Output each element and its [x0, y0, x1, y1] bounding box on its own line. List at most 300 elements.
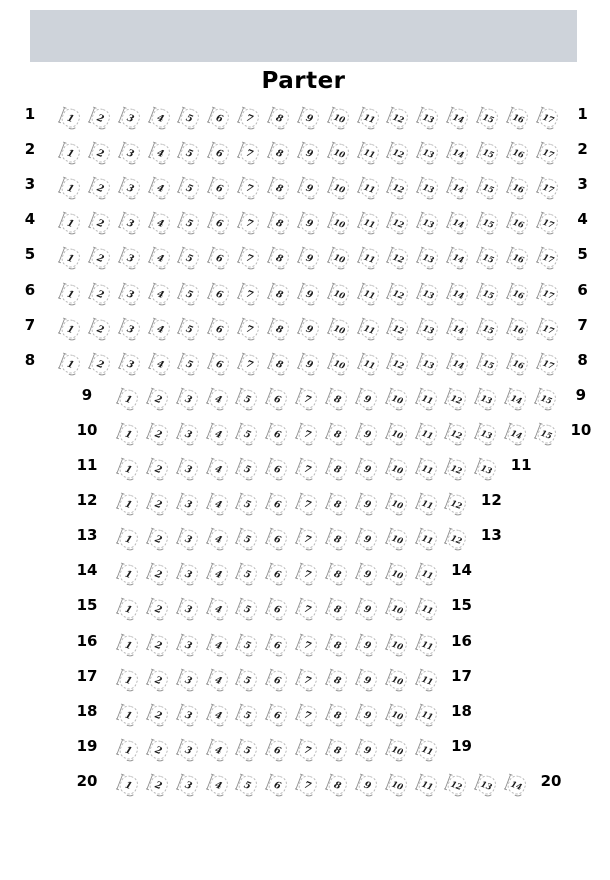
seat-6-16[interactable]	[506, 282, 530, 306]
seat-8-16[interactable]	[506, 352, 530, 376]
seat-16-7[interactable]	[295, 633, 319, 657]
seat-10-13[interactable]	[474, 422, 498, 446]
seat-18-9[interactable]	[355, 703, 379, 727]
seat-8-9[interactable]	[297, 352, 321, 376]
seat-5-3[interactable]	[118, 246, 142, 270]
seat-5-14[interactable]	[446, 246, 470, 270]
seat-15-2[interactable]	[146, 597, 170, 621]
seat-5-8[interactable]	[267, 246, 291, 270]
seat-5-2[interactable]	[88, 246, 112, 270]
seat-2-13[interactable]	[416, 141, 440, 165]
seat-17-10[interactable]	[385, 668, 409, 692]
seat-8-7[interactable]	[237, 352, 261, 376]
seat-1-5[interactable]	[177, 106, 201, 130]
seat-4-14[interactable]	[446, 211, 470, 235]
seat-10-7[interactable]	[295, 422, 319, 446]
seat-1-7[interactable]	[237, 106, 261, 130]
seat-1-9[interactable]	[297, 106, 321, 130]
seat-16-3[interactable]	[176, 633, 200, 657]
seat-2-17[interactable]	[536, 141, 560, 165]
seat-2-14[interactable]	[446, 141, 470, 165]
seat-2-11[interactable]	[357, 141, 381, 165]
seat-15-11[interactable]	[415, 597, 439, 621]
seat-2-10[interactable]	[327, 141, 351, 165]
seat-3-7[interactable]	[237, 176, 261, 200]
seat-9-7[interactable]	[295, 387, 319, 411]
seat-14-1[interactable]	[116, 562, 140, 586]
seat-8-1[interactable]	[58, 352, 82, 376]
seat-20-6[interactable]	[265, 773, 289, 797]
seat-4-15[interactable]	[476, 211, 500, 235]
seat-20-3[interactable]	[176, 773, 200, 797]
seat-7-16[interactable]	[506, 317, 530, 341]
seat-2-16[interactable]	[506, 141, 530, 165]
seat-2-5[interactable]	[177, 141, 201, 165]
seat-10-12[interactable]	[444, 422, 468, 446]
seat-11-13[interactable]	[474, 457, 498, 481]
seat-2-4[interactable]	[148, 141, 172, 165]
seat-13-4[interactable]	[206, 527, 230, 551]
seat-9-1[interactable]	[116, 387, 140, 411]
seat-2-2[interactable]	[88, 141, 112, 165]
seat-6-1[interactable]	[58, 282, 82, 306]
seat-12-5[interactable]	[235, 492, 259, 516]
seat-12-2[interactable]	[146, 492, 170, 516]
seat-16-6[interactable]	[265, 633, 289, 657]
seat-7-1[interactable]	[58, 317, 82, 341]
seat-20-9[interactable]	[355, 773, 379, 797]
seat-6-8[interactable]	[267, 282, 291, 306]
seat-9-10[interactable]	[385, 387, 409, 411]
seat-8-8[interactable]	[267, 352, 291, 376]
seat-6-4[interactable]	[148, 282, 172, 306]
seat-14-6[interactable]	[265, 562, 289, 586]
seat-12-1[interactable]	[116, 492, 140, 516]
seat-16-11[interactable]	[415, 633, 439, 657]
seat-18-10[interactable]	[385, 703, 409, 727]
seat-6-15[interactable]	[476, 282, 500, 306]
seat-9-12[interactable]	[444, 387, 468, 411]
seat-8-17[interactable]	[536, 352, 560, 376]
seat-13-3[interactable]	[176, 527, 200, 551]
seat-4-10[interactable]	[327, 211, 351, 235]
seat-9-6[interactable]	[265, 387, 289, 411]
seat-8-3[interactable]	[118, 352, 142, 376]
seat-19-1[interactable]	[116, 738, 140, 762]
seat-18-4[interactable]	[206, 703, 230, 727]
seat-14-11[interactable]	[415, 562, 439, 586]
row-number-left: 19	[76, 736, 98, 755]
seat-12-7[interactable]	[295, 492, 319, 516]
seat-5-1[interactable]	[58, 246, 82, 270]
seat-6-9[interactable]	[297, 282, 321, 306]
seat-18-6[interactable]	[265, 703, 289, 727]
seat-4-3[interactable]	[118, 211, 142, 235]
seat-8-5[interactable]	[177, 352, 201, 376]
seat-1-16[interactable]	[506, 106, 530, 130]
seat-10-6[interactable]	[265, 422, 289, 446]
seat-4-12[interactable]	[386, 211, 410, 235]
seat-2-15[interactable]	[476, 141, 500, 165]
seat-20-1[interactable]	[116, 773, 140, 797]
seat-12-10[interactable]	[385, 492, 409, 516]
seat-17-2[interactable]	[146, 668, 170, 692]
seat-10-5[interactable]	[235, 422, 259, 446]
seat-8-4[interactable]	[148, 352, 172, 376]
seat-16-8[interactable]	[325, 633, 349, 657]
seat-19-9[interactable]	[355, 738, 379, 762]
seat-7-10[interactable]	[327, 317, 351, 341]
seat-6-17[interactable]	[536, 282, 560, 306]
seat-6-13[interactable]	[416, 282, 440, 306]
seat-18-11[interactable]	[415, 703, 439, 727]
seat-13-2[interactable]	[146, 527, 170, 551]
seat-4-1[interactable]	[58, 211, 82, 235]
seat-8-15[interactable]	[476, 352, 500, 376]
seat-16-9[interactable]	[355, 633, 379, 657]
seat-17-9[interactable]	[355, 668, 379, 692]
seat-17-5[interactable]	[235, 668, 259, 692]
seat-15-7[interactable]	[295, 597, 319, 621]
seat-11-2[interactable]	[146, 457, 170, 481]
seat-5-5[interactable]	[177, 246, 201, 270]
seat-10-4[interactable]	[206, 422, 230, 446]
seat-2-3[interactable]	[118, 141, 142, 165]
seat-2-9[interactable]	[297, 141, 321, 165]
seat-4-5[interactable]	[177, 211, 201, 235]
seat-10-11[interactable]	[415, 422, 439, 446]
seat-13-1[interactable]	[116, 527, 140, 551]
seat-number: 6	[214, 182, 225, 196]
seat-3-15[interactable]	[476, 176, 500, 200]
seat-1-15[interactable]	[476, 106, 500, 130]
seat-17-3[interactable]	[176, 668, 200, 692]
seat-18-1[interactable]	[116, 703, 140, 727]
seat-11-3[interactable]	[176, 457, 200, 481]
seat-3-16[interactable]	[506, 176, 530, 200]
seat-17-8[interactable]	[325, 668, 349, 692]
seat-14-2[interactable]	[146, 562, 170, 586]
seat-13-5[interactable]	[235, 527, 259, 551]
seat-3-8[interactable]	[267, 176, 291, 200]
seat-15-5[interactable]	[235, 597, 259, 621]
seat-3-10[interactable]	[327, 176, 351, 200]
seat-5-16[interactable]	[506, 246, 530, 270]
seat-7-14[interactable]	[446, 317, 470, 341]
seat-2-1[interactable]	[58, 141, 82, 165]
seat-19-6[interactable]	[265, 738, 289, 762]
seat-5-11[interactable]	[357, 246, 381, 270]
seat-9-14[interactable]	[504, 387, 528, 411]
seat-11-11[interactable]	[415, 457, 439, 481]
seat-11-10[interactable]	[385, 457, 409, 481]
seat-4-13[interactable]	[416, 211, 440, 235]
seat-11-5[interactable]	[235, 457, 259, 481]
seat-11-7[interactable]	[295, 457, 319, 481]
seat-16-2[interactable]	[146, 633, 170, 657]
seat-1-3[interactable]	[118, 106, 142, 130]
seat-12-12[interactable]	[444, 492, 468, 516]
seat-12-11[interactable]	[415, 492, 439, 516]
seat-7-11[interactable]	[357, 317, 381, 341]
seat-1-6[interactable]	[207, 106, 231, 130]
seat-19-3[interactable]	[176, 738, 200, 762]
seat-8-13[interactable]	[416, 352, 440, 376]
seat-7-2[interactable]	[88, 317, 112, 341]
seat-number: 6	[214, 288, 225, 301]
seat-7-13[interactable]	[416, 317, 440, 341]
seat-5-13[interactable]	[416, 246, 440, 270]
seat-19-10[interactable]	[385, 738, 409, 762]
seat-9-9[interactable]	[355, 387, 379, 411]
seat-5-7[interactable]	[237, 246, 261, 270]
seat-14-4[interactable]	[206, 562, 230, 586]
seat-8-12[interactable]	[386, 352, 410, 376]
seat-4-16[interactable]	[506, 211, 530, 235]
seat-15-4[interactable]	[206, 597, 230, 621]
seat-1-8[interactable]	[267, 106, 291, 130]
seat-14-8[interactable]	[325, 562, 349, 586]
seat-8-2[interactable]	[88, 352, 112, 376]
seat-17-6[interactable]	[265, 668, 289, 692]
seat-10-8[interactable]	[325, 422, 349, 446]
seat-2-6[interactable]	[207, 141, 231, 165]
seat-number: 11	[419, 603, 435, 617]
seat-3-11[interactable]	[357, 176, 381, 200]
seat-13-12[interactable]	[444, 527, 468, 551]
seat-19-8[interactable]	[325, 738, 349, 762]
seat-3-12[interactable]	[386, 176, 410, 200]
seat-6-2[interactable]	[88, 282, 112, 306]
seat-9-15[interactable]	[534, 387, 558, 411]
seat-2-7[interactable]	[237, 141, 261, 165]
seat-11-9[interactable]	[355, 457, 379, 481]
seat-1-1[interactable]	[58, 106, 82, 130]
seat-number: 11	[361, 216, 377, 231]
seat-19-4[interactable]	[206, 738, 230, 762]
seat-1-12[interactable]	[386, 106, 410, 130]
seat-number: 6	[272, 674, 283, 687]
seat-6-11[interactable]	[357, 282, 381, 306]
seat-5-9[interactable]	[297, 246, 321, 270]
seat-20-11[interactable]	[415, 773, 439, 797]
seat-10-2[interactable]	[146, 422, 170, 446]
seat-14-5[interactable]	[235, 562, 259, 586]
seat-6-5[interactable]	[177, 282, 201, 306]
seat-9-2[interactable]	[146, 387, 170, 411]
seat-8-6[interactable]	[207, 352, 231, 376]
seat-14-7[interactable]	[295, 562, 319, 586]
seat-4-9[interactable]	[297, 211, 321, 235]
seat-1-2[interactable]	[88, 106, 112, 130]
seat-1-10[interactable]	[327, 106, 351, 130]
seat-7-9[interactable]	[297, 317, 321, 341]
seat-10-15[interactable]	[534, 422, 558, 446]
seat-20-14[interactable]	[504, 773, 528, 797]
seat-6-3[interactable]	[118, 282, 142, 306]
seat-13-7[interactable]	[295, 527, 319, 551]
seat-7-4[interactable]	[148, 317, 172, 341]
seat-11-12[interactable]	[444, 457, 468, 481]
seat-19-2[interactable]	[146, 738, 170, 762]
seat-18-7[interactable]	[295, 703, 319, 727]
seat-3-3[interactable]	[118, 176, 142, 200]
seat-7-17[interactable]	[536, 317, 560, 341]
seat-15-6[interactable]	[265, 597, 289, 621]
seat-6-6[interactable]	[207, 282, 231, 306]
seat-13-6[interactable]	[265, 527, 289, 551]
row-number-right: 16	[451, 631, 472, 650]
seat-3-1[interactable]	[58, 176, 82, 200]
seat-9-11[interactable]	[415, 387, 439, 411]
seat-11-6[interactable]	[265, 457, 289, 481]
seat-10-14[interactable]	[504, 422, 528, 446]
seat-6-10[interactable]	[327, 282, 351, 306]
seat-20-2[interactable]	[146, 773, 170, 797]
seat-4-11[interactable]	[357, 211, 381, 235]
seat-20-5[interactable]	[235, 773, 259, 797]
seat-13-10[interactable]	[385, 527, 409, 551]
seat-15-9[interactable]	[355, 597, 379, 621]
seat-9-4[interactable]	[206, 387, 230, 411]
seat-3-13[interactable]	[416, 176, 440, 200]
seat-15-3[interactable]	[176, 597, 200, 621]
seat-11-4[interactable]	[206, 457, 230, 481]
seat-15-8[interactable]	[325, 597, 349, 621]
seat-1-4[interactable]	[148, 106, 172, 130]
seat-5-6[interactable]	[207, 246, 231, 270]
seat-2-12[interactable]	[386, 141, 410, 165]
seat-10-1[interactable]	[116, 422, 140, 446]
seat-10-3[interactable]	[176, 422, 200, 446]
seat-18-8[interactable]	[325, 703, 349, 727]
seat-9-13[interactable]	[474, 387, 498, 411]
seat-2-8[interactable]	[267, 141, 291, 165]
seat-13-11[interactable]	[415, 527, 439, 551]
seat-17-4[interactable]	[206, 668, 230, 692]
seat-12-4[interactable]	[206, 492, 230, 516]
seat-6-7[interactable]	[237, 282, 261, 306]
seat-number: 2	[153, 744, 164, 757]
seat-11-1[interactable]	[116, 457, 140, 481]
seat-3-9[interactable]	[297, 176, 321, 200]
seat-16-4[interactable]	[206, 633, 230, 657]
seat-number: 9	[304, 147, 315, 161]
seat-17-11[interactable]	[415, 668, 439, 692]
seat-13-9[interactable]	[355, 527, 379, 551]
seat-16-5[interactable]	[235, 633, 259, 657]
seat-1-17[interactable]	[536, 106, 560, 130]
seat-number: 10	[332, 252, 347, 266]
seat-14-3[interactable]	[176, 562, 200, 586]
seat-number: 1	[65, 112, 76, 126]
seat-3-2[interactable]	[88, 176, 112, 200]
seat-7-3[interactable]	[118, 317, 142, 341]
seat-5-15[interactable]	[476, 246, 500, 270]
seat-19-5[interactable]	[235, 738, 259, 762]
seat-3-14[interactable]	[446, 176, 470, 200]
seat-8-10[interactable]	[327, 352, 351, 376]
seat-20-8[interactable]	[325, 773, 349, 797]
seat-18-2[interactable]	[146, 703, 170, 727]
seat-7-6[interactable]	[207, 317, 231, 341]
seat-number: 1	[65, 252, 76, 266]
seat-number: 17	[540, 252, 556, 266]
seat-7-8[interactable]	[267, 317, 291, 341]
seat-14-9[interactable]	[355, 562, 379, 586]
seat-number: 7	[244, 147, 255, 161]
seat-19-11[interactable]	[415, 738, 439, 762]
seat-15-1[interactable]	[116, 597, 140, 621]
seat-18-3[interactable]	[176, 703, 200, 727]
seat-16-10[interactable]	[385, 633, 409, 657]
seat-19-7[interactable]	[295, 738, 319, 762]
seat-4-7[interactable]	[237, 211, 261, 235]
seat-3-5[interactable]	[177, 176, 201, 200]
seat-13-8[interactable]	[325, 527, 349, 551]
seat-9-3[interactable]	[176, 387, 200, 411]
seat-10-10[interactable]	[385, 422, 409, 446]
seat-20-7[interactable]	[295, 773, 319, 797]
seat-9-8[interactable]	[325, 387, 349, 411]
seat-14-10[interactable]	[385, 562, 409, 586]
seat-16-1[interactable]	[116, 633, 140, 657]
seat-1-11[interactable]	[357, 106, 381, 130]
seat-3-4[interactable]	[148, 176, 172, 200]
seat-7-7[interactable]	[237, 317, 261, 341]
seat-7-12[interactable]	[386, 317, 410, 341]
seat-4-6[interactable]	[207, 211, 231, 235]
seat-6-12[interactable]	[386, 282, 410, 306]
seat-6-14[interactable]	[446, 282, 470, 306]
seat-20-10[interactable]	[385, 773, 409, 797]
seat-5-12[interactable]	[386, 246, 410, 270]
seat-8-11[interactable]	[357, 352, 381, 376]
seat-4-2[interactable]	[88, 211, 112, 235]
seat-12-3[interactable]	[176, 492, 200, 516]
seat-3-17[interactable]	[536, 176, 560, 200]
seat-20-13[interactable]	[474, 773, 498, 797]
seat-4-4[interactable]	[148, 211, 172, 235]
seat-7-5[interactable]	[177, 317, 201, 341]
seat-4-17[interactable]	[536, 211, 560, 235]
seat-5-17[interactable]	[536, 246, 560, 270]
seat-20-4[interactable]	[206, 773, 230, 797]
seat-number: 3	[124, 112, 136, 126]
seat-10-9[interactable]	[355, 422, 379, 446]
seat-17-7[interactable]	[295, 668, 319, 692]
seat-8-14[interactable]	[446, 352, 470, 376]
seat-5-4[interactable]	[148, 246, 172, 270]
seat-20-12[interactable]	[444, 773, 468, 797]
seat-12-6[interactable]	[265, 492, 289, 516]
seat-12-9[interactable]	[355, 492, 379, 516]
seat-row-9	[0, 382, 610, 412]
seat-9-5[interactable]	[235, 387, 259, 411]
seat-1-13[interactable]	[416, 106, 440, 130]
seat-18-5[interactable]	[235, 703, 259, 727]
seat-5-10[interactable]	[327, 246, 351, 270]
seat-17-1[interactable]	[116, 668, 140, 692]
seat-11-8[interactable]	[325, 457, 349, 481]
seat-7-15[interactable]	[476, 317, 500, 341]
seat-15-10[interactable]	[385, 597, 409, 621]
seat-1-14[interactable]	[446, 106, 470, 130]
seat-3-6[interactable]	[207, 176, 231, 200]
seat-number: 7	[302, 779, 313, 793]
seat-12-8[interactable]	[325, 492, 349, 516]
seat-4-8[interactable]	[267, 211, 291, 235]
